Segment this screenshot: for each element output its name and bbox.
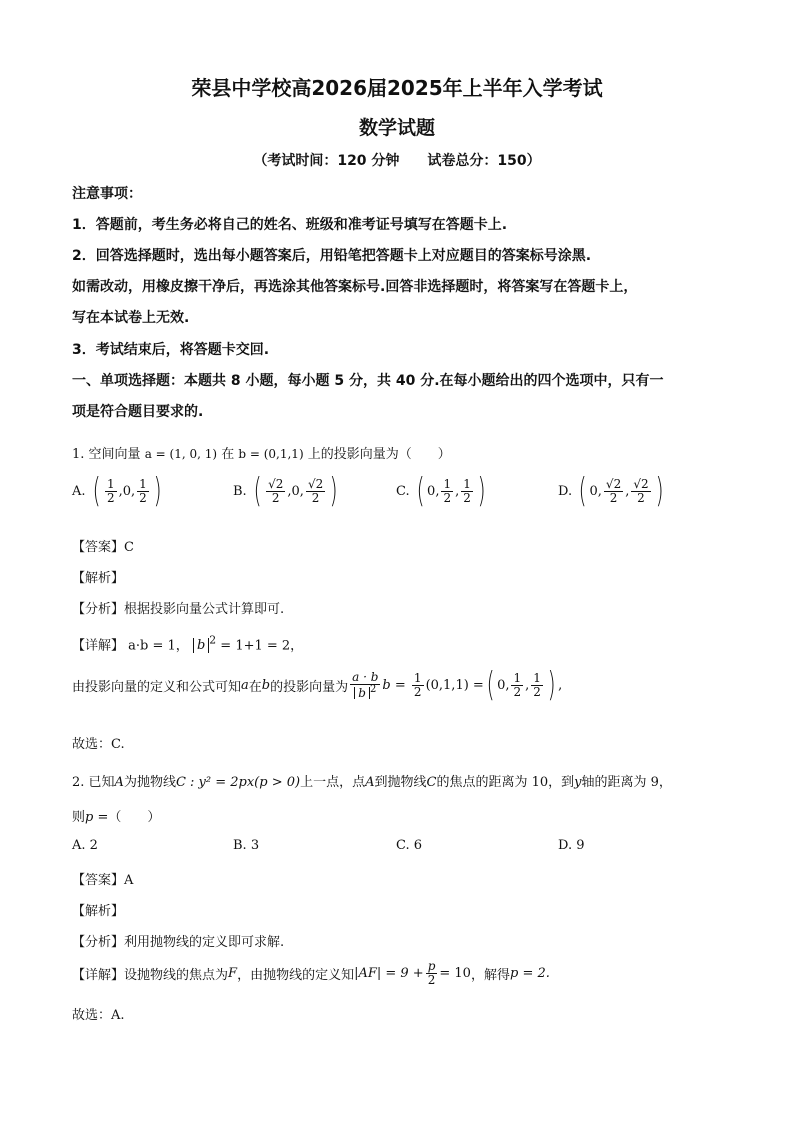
note-item: 写在本试卷上无效. (72, 310, 190, 326)
q1-option-a: A. ( $\frac{1}{2}$ , 0 , $\frac{1}{2}$ ) (72, 471, 162, 511)
q2-option-c: C. 6 (396, 838, 423, 853)
q2-analysis-tag: 【解析】 (72, 904, 125, 919)
q2-stem-line1: 2. 已知A为抛物线C : y² = 2px(p > 0)上一点，点A到抛物线C的焦点的距离为 10，到y轴的距离为 9， (72, 775, 672, 790)
q1-fenxi: 【分析】根据投影向量公式计算即可. (72, 602, 285, 617)
q1-analysis-tag: 【解析】 (72, 571, 125, 586)
q2-fenxi: 【分析】利用抛物线的定义即可求解. (72, 935, 285, 950)
q2-answer: 【答案】A (72, 873, 134, 888)
q1-stem: 1. 空间向量 a = (1, 0, 1) 在 b = (0,1,1) 上的投影向量为（ ） (72, 447, 451, 462)
notes-heading: 注意事项： (72, 186, 142, 202)
q2-conclusion: 故选：A. (72, 1008, 125, 1023)
q1-derivation: 由投影向量的定义和公式可知 a 在 b 的投影向量为 $\frac{a \cdot b}{b ^2}$ b = $\frac{1}{2}$ (0,1,1) = ( 0, $\frac{1}{2}$ , $\frac{1}{2}$ ) , (72, 665, 563, 705)
exam-title: 荣县中学校高2026届2025年上半年入学考试 (191, 76, 603, 100)
exam-subject: 数学试题 (358, 117, 435, 139)
q2-detail: 【详解】 设抛物线的焦点为 F ，由抛物线的定义知 |AF| = 9 + $\frac{p}{2}$ = 10 ，解得 p = 2. (72, 959, 550, 987)
section-heading-line1: 一、单项选择题：本题共 8 小题，每小题 5 分，共 40 分.在每小题给出的四个选项中，只有一 (72, 373, 664, 389)
note-item: 3．考试结束后，将答题卡交回. (72, 342, 270, 358)
q1-option-b: B. ( $\frac{√2}{2}$ , 0 , $\frac{√2}{2}$ ) (233, 471, 338, 511)
note-item: 1．答题前，考生务必将自己的姓名、班级和准考证号填写在答题卡上. (72, 217, 508, 233)
q1-vector-a: a = (1, 0, 1) (144, 447, 218, 461)
exam-info: （考试时间：120 分钟 试卷总分：150） (253, 153, 541, 169)
q2-option-a: A. 2 (72, 838, 98, 853)
note-item: 2．回答选择题时，选出每小题答案后，用铅笔把答题卡上对应题目的答案标号涂黑. (72, 248, 592, 264)
q1-detail: 【详解】 a·b = 1， b $^2$ = 1+1 = 2， (72, 634, 304, 654)
q2-option-d: D. 9 (558, 838, 585, 853)
q1-vector-b: b = (0,1,1) (238, 447, 304, 461)
note-item: 如需改动，用橡皮擦干净后，再选涂其他答案标号.回答非选择题时，将答案写在答题卡上， (72, 279, 638, 295)
q2-stem-line2: 则p =（ ） (72, 810, 161, 825)
q1-conclusion: 故选：C. (72, 737, 125, 752)
q1-option-c: C. ( 0 , $\frac{1}{2}$ , $\frac{1}{2}$ ) (396, 471, 486, 511)
section-heading-line2: 项是符合题目要求的. (72, 404, 204, 420)
q1-option-d: D. ( 0 , $\frac{√2}{2}$ , $\frac{√2}{2}$ ) (558, 471, 664, 511)
q1-answer: 【答案】C (72, 540, 134, 555)
q2-option-b: B. 3 (233, 838, 260, 853)
